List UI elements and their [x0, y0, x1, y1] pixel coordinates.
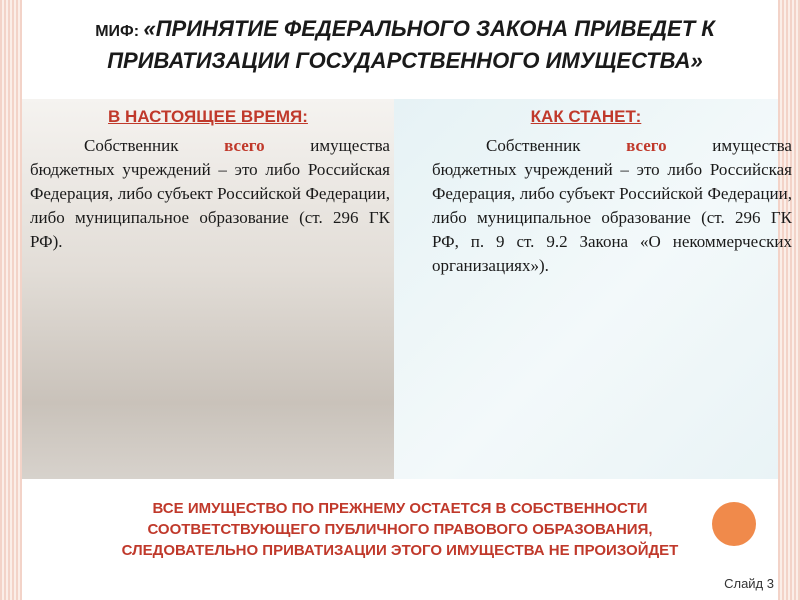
conclusion-line-1: ВСЕ ИМУЩЕСТВО ПО ПРЕЖНЕМУ ОСТАЕТСЯ В СОБСТВЕННОСТИ — [152, 500, 648, 517]
title-text: «ПРИНЯТИЕ ФЕДЕРАЛЬНОГО ЗАКОНА ПРИВЕДЕТ К ПРИВАТИЗАЦИИ ГОСУДАРСТВЕННОГО ИМУЩЕСТВА» — [107, 16, 715, 73]
conclusion-line-2: СООТВЕТСТВУЮЩЕГО ПУБЛИЧНОГО ПРАВОВОГО ОБРАЗОВАНИЯ, — [147, 521, 653, 538]
slide-number: Слайд 3 — [724, 576, 774, 591]
left-column-text — [30, 134, 390, 254]
left-text-after: имущества бюджетных учреждений – это либо Российская Федерация, либо субъект Российской Федерации, либо муниципальное образование (ст. 296 ГК РФ). — [30, 136, 390, 251]
left-text-emphasis: всего — [224, 136, 265, 155]
right-text-emphasis: всего — [626, 136, 667, 155]
decorative-stripe-left — [0, 0, 22, 600]
right-column-heading: КАК СТАНЕТ: — [530, 107, 642, 126]
right-column-text — [432, 134, 792, 278]
right-text-before: Собственник — [486, 136, 627, 155]
title-prefix: МИФ: — [95, 23, 144, 40]
conclusion-text — [40, 498, 760, 561]
slide-title — [40, 14, 770, 75]
right-text-after: имущества бюджетных учреждений – это либо Российская Федерация, либо субъект Российской Федерации, либо муниципальное образование (ст. 296 ГК РФ, п. 9 ст. 9.2 Закона «О некоммерческих организациях»). — [432, 136, 792, 275]
left-text-before: Собственник — [84, 136, 225, 155]
left-column-heading: В НАСТОЯЩЕЕ ВРЕМЯ: — [108, 107, 308, 126]
decorative-stripe-right — [778, 0, 800, 600]
conclusion-line-3: СЛЕДОВАТЕЛЬНО ПРИВАТИЗАЦИИ ЭТОГО ИМУЩЕСТВА НЕ ПРОИЗОЙДЕТ — [121, 542, 679, 559]
